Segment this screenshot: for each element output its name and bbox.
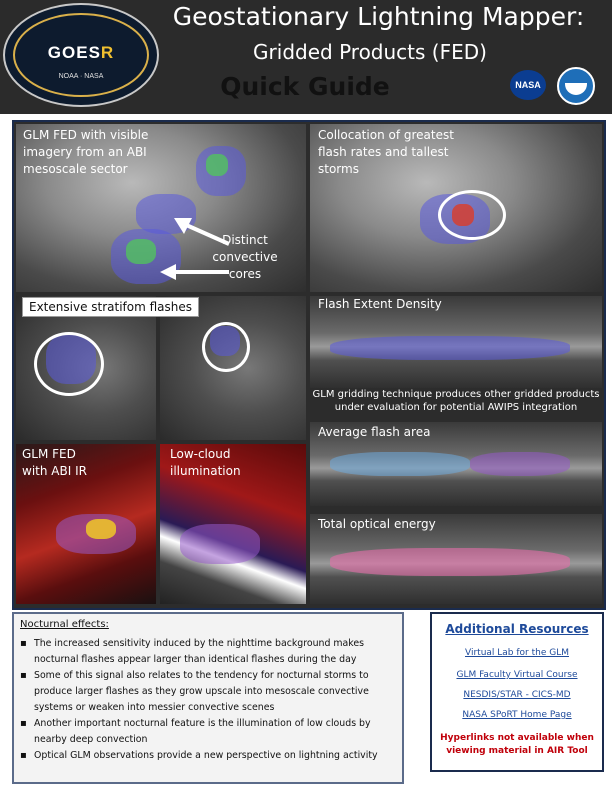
ir-caption: GLM FED with ABI IR bbox=[22, 447, 87, 478]
imagery-frame bbox=[12, 120, 606, 610]
nocturnal-heading: Nocturnal effects: bbox=[20, 619, 109, 630]
goes-logo-suffix: R bbox=[100, 43, 115, 62]
flash-core bbox=[86, 519, 116, 539]
top-left-caption: GLM FED with visible imagery from an ABI mesoscale sector bbox=[23, 128, 149, 176]
link-faculty-course[interactable]: GLM Faculty Virtual Course bbox=[456, 670, 578, 680]
flash-band bbox=[330, 452, 470, 476]
list-item: ▪ The increased sensitivity induced by the nighttime background makes nocturnal flashes appear larger than identical flashes during the day bbox=[18, 636, 398, 668]
highlight-ring bbox=[202, 322, 250, 372]
avg-area-caption: Average flash area bbox=[318, 425, 431, 439]
stratiform-caption: Extensive stratifom flashes bbox=[22, 297, 199, 317]
list-item: ▪ Another important nocturnal feature is the illumination of low clouds by nearby deep convection bbox=[18, 716, 398, 748]
flash-cluster bbox=[180, 524, 260, 564]
nocturnal-list bbox=[18, 636, 398, 764]
title-line-1: Geostationary Lightning Mapper: bbox=[172, 2, 585, 31]
title-line-2: Gridded Products (FED) bbox=[253, 40, 487, 64]
additional-resources-box bbox=[430, 612, 604, 772]
flash-core bbox=[126, 239, 156, 264]
nasa-logo: NASA bbox=[510, 70, 546, 100]
nocturnal-effects-box bbox=[12, 612, 404, 784]
flash-band bbox=[330, 336, 570, 360]
gridding-caption: GLM gridding technique produces other gridded products under evaluation for potential AWIPS integration bbox=[312, 389, 600, 413]
link-virtual-lab[interactable]: Virtual Lab for the GLM bbox=[465, 648, 569, 658]
link-nesdis-star[interactable]: NESDIS/STAR - CICS-MD bbox=[463, 690, 571, 700]
flash-core bbox=[206, 154, 228, 176]
fed-caption: Flash Extent Density bbox=[318, 297, 442, 311]
highlight-ring bbox=[34, 332, 104, 396]
quick-guide-title: Quick Guide bbox=[200, 72, 410, 101]
highlight-ring bbox=[438, 190, 506, 240]
flash-band bbox=[470, 452, 570, 476]
goes-logo-text: GOES bbox=[47, 43, 101, 62]
resources-title: Additional Resources bbox=[445, 622, 589, 636]
goes-logo-sub: NOAA · NASA bbox=[58, 73, 104, 80]
list-item: ▪ Optical GLM observations provide a new perspective on lightning activity bbox=[18, 748, 398, 764]
stratiform-panel-2 bbox=[160, 296, 306, 440]
list-item: ▪ Some of this signal also relates to the tendency for nocturnal storms to produce larger flashes as they grow upscale into mesoscale convective systems or weaken into messier convective scenes bbox=[18, 668, 398, 716]
hyperlink-note: Hyperlinks not available when viewing material in AIR Tool bbox=[440, 733, 594, 756]
top-right-caption: Collocation of greatest flash rates and tallest storms bbox=[318, 128, 454, 176]
flash-band bbox=[330, 548, 570, 576]
total-energy-caption: Total optical energy bbox=[318, 517, 436, 531]
stratiform-panel-1 bbox=[16, 296, 156, 440]
convective-caption: Distinct convective cores bbox=[212, 233, 278, 281]
noaa-logo bbox=[557, 67, 595, 105]
low-cloud-caption: Low-cloud illumination bbox=[170, 447, 241, 478]
link-nasa-sport[interactable]: NASA SPoRT Home Page bbox=[462, 710, 572, 720]
goes-r-logo bbox=[3, 3, 159, 107]
